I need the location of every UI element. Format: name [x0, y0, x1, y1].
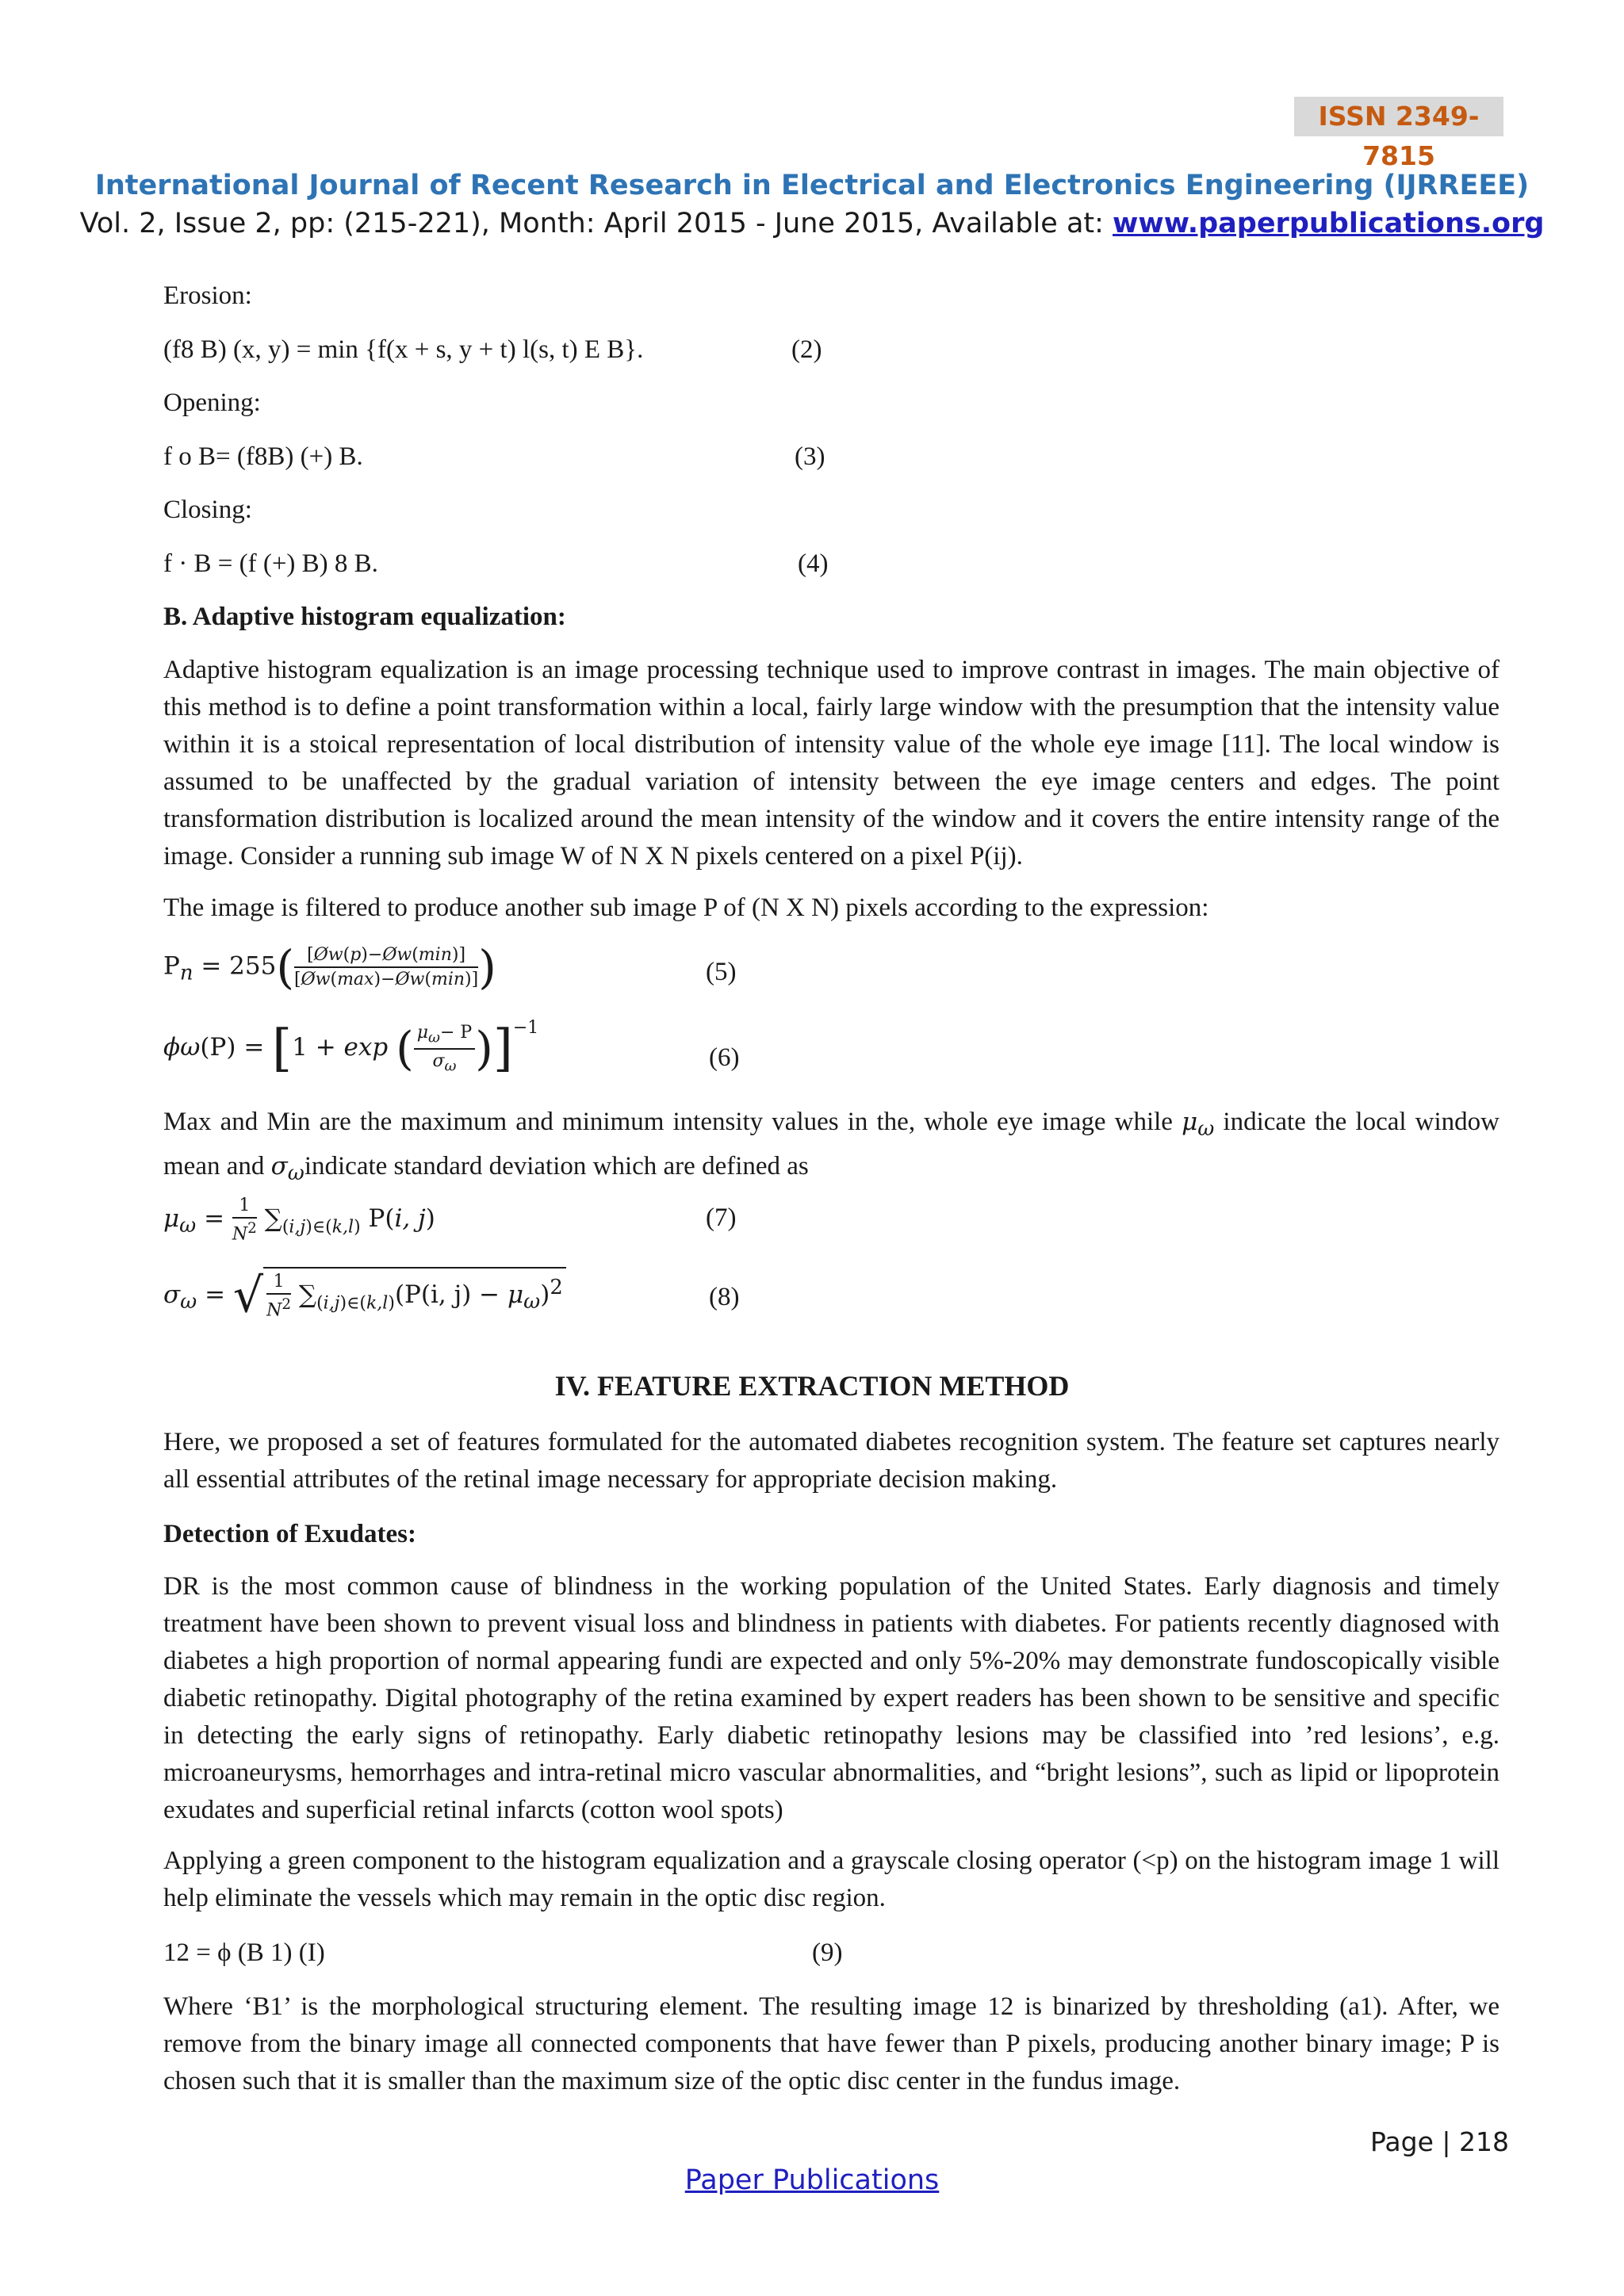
- ahe-paragraph-2: The image is filtered to produce another sub image P of (N X N) pixels according to the expression:: [163, 894, 1209, 922]
- journal-info-text: Vol. 2, Issue 2, pp: (215-221), Month: April 2015 - June 2015, Available at:: [79, 208, 1113, 239]
- para3-text-1: Max and Min are the maximum and minimum intensity values in the, whole eye image while: [163, 1108, 1182, 1136]
- equation-8: $\sigma_\omega$ = √ $\frac{1}{N^2}$ $\sum_{(i,j)\in(k,l)}(P(i$, $j) - \mu_\omega)^2$: [163, 1267, 566, 1324]
- erosion-label: Erosion:: [163, 281, 252, 310]
- erosion-eq-number: (2): [791, 335, 822, 364]
- journal-title: International Journal of Recent Research in Electrical and Electronics Engineering (IJRREEE): [94, 170, 1530, 201]
- equation-7: $\mu_\omega$ = $\frac{1}{N^2}$ $\sum_{(i,j)\in(k,l)}$ P(i, j): [163, 1196, 435, 1245]
- opening-equation: f o B= (f8B) (+) B.: [163, 442, 363, 471]
- erosion-equation: (f8 B) (x, y) = min {f(x + s, y + t) l(s, t) E B}.: [163, 335, 644, 364]
- opening-eq-number: (3): [795, 442, 825, 471]
- eq9-number: (9): [812, 1938, 843, 1967]
- journal-url-link[interactable]: www.paperpublications.org: [1113, 208, 1545, 239]
- equation-5: $P_n = 255$( $\frac{[Øw(p)-Øw(\min)]}{[Øw(\max)-Øw(\min)]}$ ): [163, 940, 496, 994]
- closing-label: Closing:: [163, 496, 252, 524]
- exudates-subheading: Detection of Exudates:: [163, 1520, 416, 1548]
- page-number: Page | 218: [1370, 2126, 1509, 2157]
- journal-info: [0, 208, 1624, 239]
- opening-label: Opening:: [163, 388, 261, 417]
- closing-equation: f · B = (f (+) B) 8 B.: [163, 549, 378, 578]
- eq7-number: (7): [706, 1203, 737, 1232]
- ahe-paragraph-3: [163, 1104, 1500, 1192]
- para3-text-3: indicate standard deviation which are defined as: [304, 1152, 809, 1181]
- para3-text-2: indicate the local window mean and: [163, 1108, 1500, 1181]
- publisher-link[interactable]: Paper Publications: [684, 2164, 940, 2196]
- eq8-number: (8): [709, 1283, 740, 1311]
- mu-omega-symbol: $\mu_\omega$: [1182, 1108, 1215, 1142]
- sigma-omega-symbol: $\sigma_\omega$: [270, 1152, 304, 1186]
- ahe-heading: B. Adaptive histogram equalization:: [163, 603, 566, 631]
- section4-paragraph-1: Here, we proposed a set of features formulated for the automated diabetes recognition system. The feature set captures nearly all essential attributes of the retinal image necessary for appropriate decision making.: [163, 1428, 1500, 1494]
- section-heading: IV. FEATURE EXTRACTION METHOD: [554, 1370, 1070, 1402]
- equation-9: 12 = ϕ (B 1) (I): [163, 1938, 325, 1967]
- section4-paragraph-3: Applying a green component to the histogram equalization and a grayscale closing operator (<p) on the histogram image 1 will help eliminate the vessels which may remain in the optic disc region.: [163, 1846, 1500, 1912]
- issn-badge: ISSN 2349-7815: [1294, 97, 1503, 136]
- section4-paragraph-2: DR is the most common cause of blindness in the working population of the United States. Early diagnosis and timely treatment have been shown to prevent visual loss and blindness in patients with diabetes. For patients recently diagnosed with diabetes a high proportion of normal appearing fundi are expected and only 5%-20% may demonstrate fundoscopically visible diabetic retinopathy. Digital photography of the retina examined by expert readers has been shown to be sensitive and specific in detecting the early signs of retinopathy. Early diabetic retinopathy lesions may be classified into ’red lesions’, e.g. microaneurysms, hemorrhages and intra-retinal micro vascular abnormalities, and “bright lesions”, such as lipid or lipoprotein exudates and superficial retinal infarcts (cotton wool spots): [163, 1572, 1500, 1824]
- ahe-paragraph-1: Adaptive histogram equalization is an image processing technique used to improve contrast in images. The main objective of this method is to define a point transformation within a local, fairly large window with the presumption that the intensity value within it is a stoical representation of local distribution of intensity value of the whole eye image [11]. The local window is assumed to be unaffected by the gradual variation of intensity between the eye image centers and edges. The point transformation distribution is localized around the mean intensity of the window and it covers the entire intensity range of the image. Consider a running sub image W of N X N pixels centered on a pixel P(ij).: [163, 656, 1500, 871]
- eq5-number: (5): [706, 958, 737, 986]
- eq6-number: (6): [709, 1043, 740, 1072]
- section4-paragraph-4: Where ‘B1’ is the morphological structuring element. The resulting image 12 is binarized by thresholding (a1). After, we remove from the binary image all connected components that have fewer than P pixels, producing another binary image; P is chosen such that it is smaller than the maximum size of the optic disc center in the fundus image.: [163, 1992, 1500, 2095]
- equation-6: ϕω(P) = [1 + exp ( $\frac{\mu_\omega- P}{\sigma_\omega}$ )]$^{-1}$: [163, 1018, 539, 1078]
- closing-eq-number: (4): [798, 549, 829, 578]
